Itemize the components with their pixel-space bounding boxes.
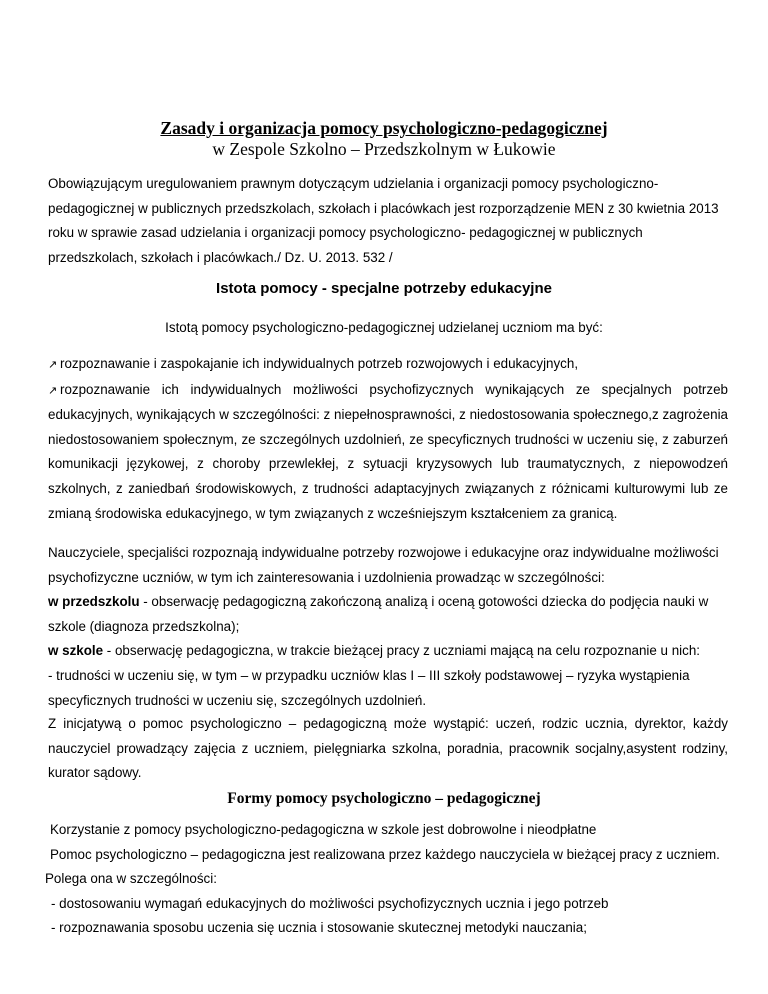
forms-line: Korzystanie z pomocy psychologiczno-pedagogiczna w szkole jest dobrowolne i nieodpłatne — [50, 822, 597, 837]
forms-line: Pomoc psychologiczno – pedagogiczna jest realizowana przez każdego nauczyciela w bieżącej pracy z uczniem. — [50, 846, 720, 862]
bullet-text: rozpoznawanie i zaspokajanie ich indywidualnych potrzeb rozwojowych i edukacyjnych, — [60, 356, 579, 371]
forms-list — [45, 818, 738, 941]
school-label: w szkole — [48, 643, 104, 659]
bullet-item — [48, 352, 728, 378]
school-line — [48, 639, 728, 664]
section-heading-formy: Formy pomocy psychologiczno – pedagogicznej — [227, 790, 541, 807]
section-heading-istota: Istota pomocy - specjalne potrzeby edukacyjne — [216, 280, 552, 297]
bullet-list — [48, 352, 728, 526]
forms-line: - rozpoznawania sposobu uczenia się ucznia i stosowanie skutecznej metodyki nauczania; — [51, 920, 587, 936]
preschool-text: - obserwację pedagogiczną zakończoną analizą i oceną gotowości dziecka do podjęcia nauki w szkole (diagnoza przedszkolna); — [48, 594, 709, 634]
teachers-intro: Nauczyciele, specjaliści rozpoznają indywidualne potrzeby rozwojowe i edukacyjne oraz indywidualne możliwości psychofizyczne uczniów, w tym ich zainteresowania i uzdolnienia prowadząc w szczególności: — [48, 545, 719, 585]
bullet-item — [48, 378, 728, 527]
preschool-label: w przedszkolu — [48, 594, 140, 610]
forms-line: - dostosowaniu wymagań edukacyjnych do możliwości psychofizycznych ucznia i jego potrzeb — [51, 895, 609, 911]
forms-line: Polega ona w szczególności: — [45, 871, 217, 887]
teachers-paragraph — [48, 541, 728, 713]
initiative-paragraph: Z inicjatywą o pomoc psychologiczno – pedagogiczną może wystąpić: uczeń, rodzic ucznia, dyrektor, każdy nauczyciel prowadzący zajęcia z uczniem, pielęgniarka szkolna, poradnia, pracownik socjalny,asystent rodziny, kurator sądowy. — [48, 716, 728, 781]
difficulties-line: - trudności w uczeniu się, w tym – w przypadku uczniów klas I – III szkoły podstawowej – ryzyka wystąpienia specyficznych trudności w uczeniu się, szczególnych uzdolnień. — [48, 667, 690, 708]
bullet-text: rozpoznawanie ich indywidualnych możliwości psychofizycznych wynikających ze specjalnych potrzeb edukacyjnych, wynikających w szczególności: z niepełnosprawności, z niedostosowania społecznego,z zagrożenia niedostosowaniem społecznym, ze szczególnych uzdolnień, ze specyficznych trudności w uczeniu się, z zaburzeń komunikacji językowej, z choroby przewlekłej, z sytuacji kryzysowych lub traumatycznych, z niepowodzeń szkolnych, z zaniedbań środowiskowych, z trudności adaptacyjnych związanych z różnicami kulturowymi lub ze zmianą środowiska edukacyjnego, w tym związanych z wcześniejszym kształceniem za granicą. — [48, 381, 728, 521]
preschool-line — [48, 590, 728, 639]
title-line-2: w Zespole Szkolno – Przedszkolnym w Łukowie — [212, 139, 556, 159]
intro-paragraph: Obowiązującym uregulowaniem prawnym dotyczącym udzielania i organizacji pomocy psychologiczno-pedagogicznej w publicznych przedszkolach, szkołach i placówkach jest rozporządzenie MEN z 30 kwietnia 2013 roku w sprawie zasad udzielania i organizacji pomocy psychologiczno- pedagogicznej w publicznych przedszkolach, szkołach i placówkach./ Dz. U. 2013. 532 / — [48, 176, 719, 265]
arrow-bullet-icon: ↗ — [48, 384, 58, 397]
section-lead: Istotą pomocy psychologiczno-pedagogicznej udzielanej uczniom ma być: — [165, 320, 603, 335]
document-title — [0, 118, 768, 160]
school-text: - obserwację pedagogiczna, w trakcie bieżącej pracy z uczniami mającą na celu rozpoznanie u nich: — [103, 643, 701, 659]
arrow-bullet-icon: ↗ — [48, 359, 58, 371]
title-line-1: Zasady i organizacja pomocy psychologiczno-pedagogicznej — [160, 118, 608, 138]
